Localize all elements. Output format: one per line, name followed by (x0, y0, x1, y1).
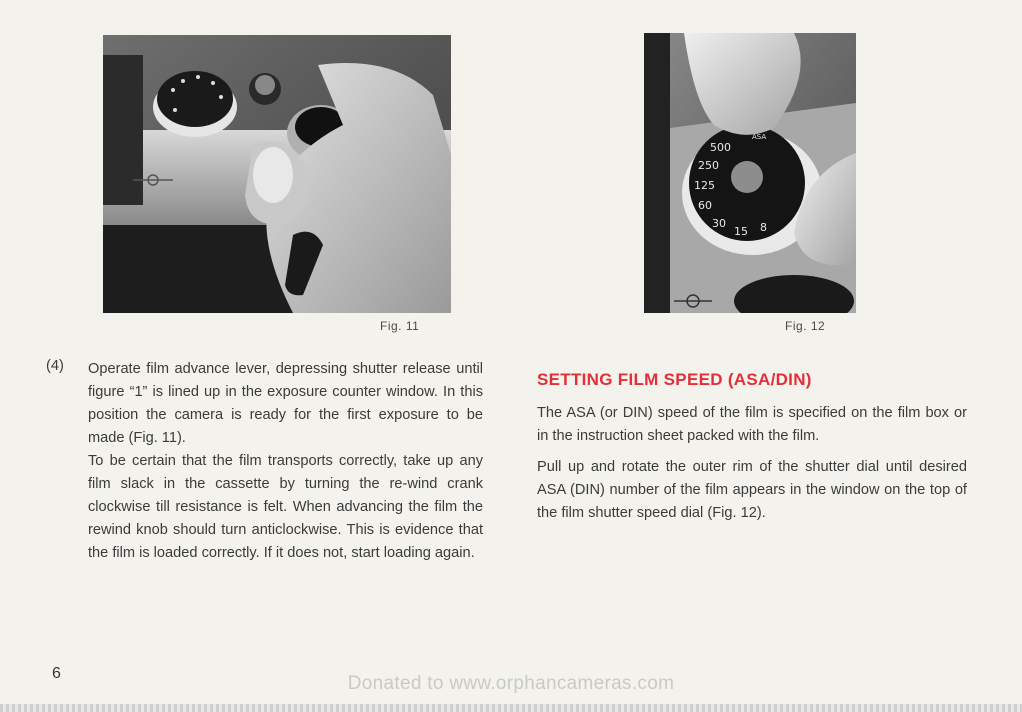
dial-speed-label: 250 (698, 159, 719, 172)
figure-11-photo (103, 35, 451, 313)
dial-speed-label: 500 (710, 141, 731, 154)
right-column-text (537, 402, 967, 525)
shutter-dial-illustration (644, 33, 856, 313)
dial-speed-label: 30 (712, 217, 726, 230)
paragraph-rotate-dial: Pull up and rotate the outer rim of the shutter dial until desired ASA (DIN) number of the film appears in the window on the top of the film shutter speed dial (Fig. 12). (537, 459, 967, 521)
figure-11-caption: Fig. 11 (380, 319, 420, 333)
paragraph-asa-specified: The ASA (or DIN) speed of the film is specified on the film box or in the instruction sheet packed with the film. (537, 405, 967, 444)
dial-speed-label: 60 (698, 199, 712, 212)
figure-12-caption: Fig. 12 (785, 319, 826, 333)
dial-speed-label: 125 (694, 179, 715, 192)
left-column-text (88, 358, 483, 565)
watermark-text: Donated to www.orphancameras.com (347, 673, 675, 694)
paragraph-operate-film-advance: Operate film advance lever, depressing shutter release until figure “1” is lined up in the exposure counter window. In this position the camera is ready for the first exposure to be made (Fig. 11). (88, 361, 483, 446)
step-number: (4) (46, 358, 64, 374)
page-number: 6 (52, 665, 61, 682)
dial-speed-label: 15 (734, 225, 748, 238)
camera-top-illustration (103, 35, 451, 313)
paragraph-film-transport-check: To be certain that the film transports correctly, take up any film slack in the cassette by turning the re-wind crank clockwise till resistance is felt. When advancing the film the rewind knob should turn anticlockwise. This is evidence that the film is loaded correctly. If it does not, start loading again. (88, 453, 483, 561)
section-heading: SETTING FILM SPEED (ASA/DIN) (537, 370, 812, 389)
asa-window-label: ASA (752, 133, 767, 141)
dial-speed-label: 8 (760, 221, 767, 234)
figure-12-photo (644, 33, 856, 313)
page-bottom-edge (0, 704, 1022, 712)
